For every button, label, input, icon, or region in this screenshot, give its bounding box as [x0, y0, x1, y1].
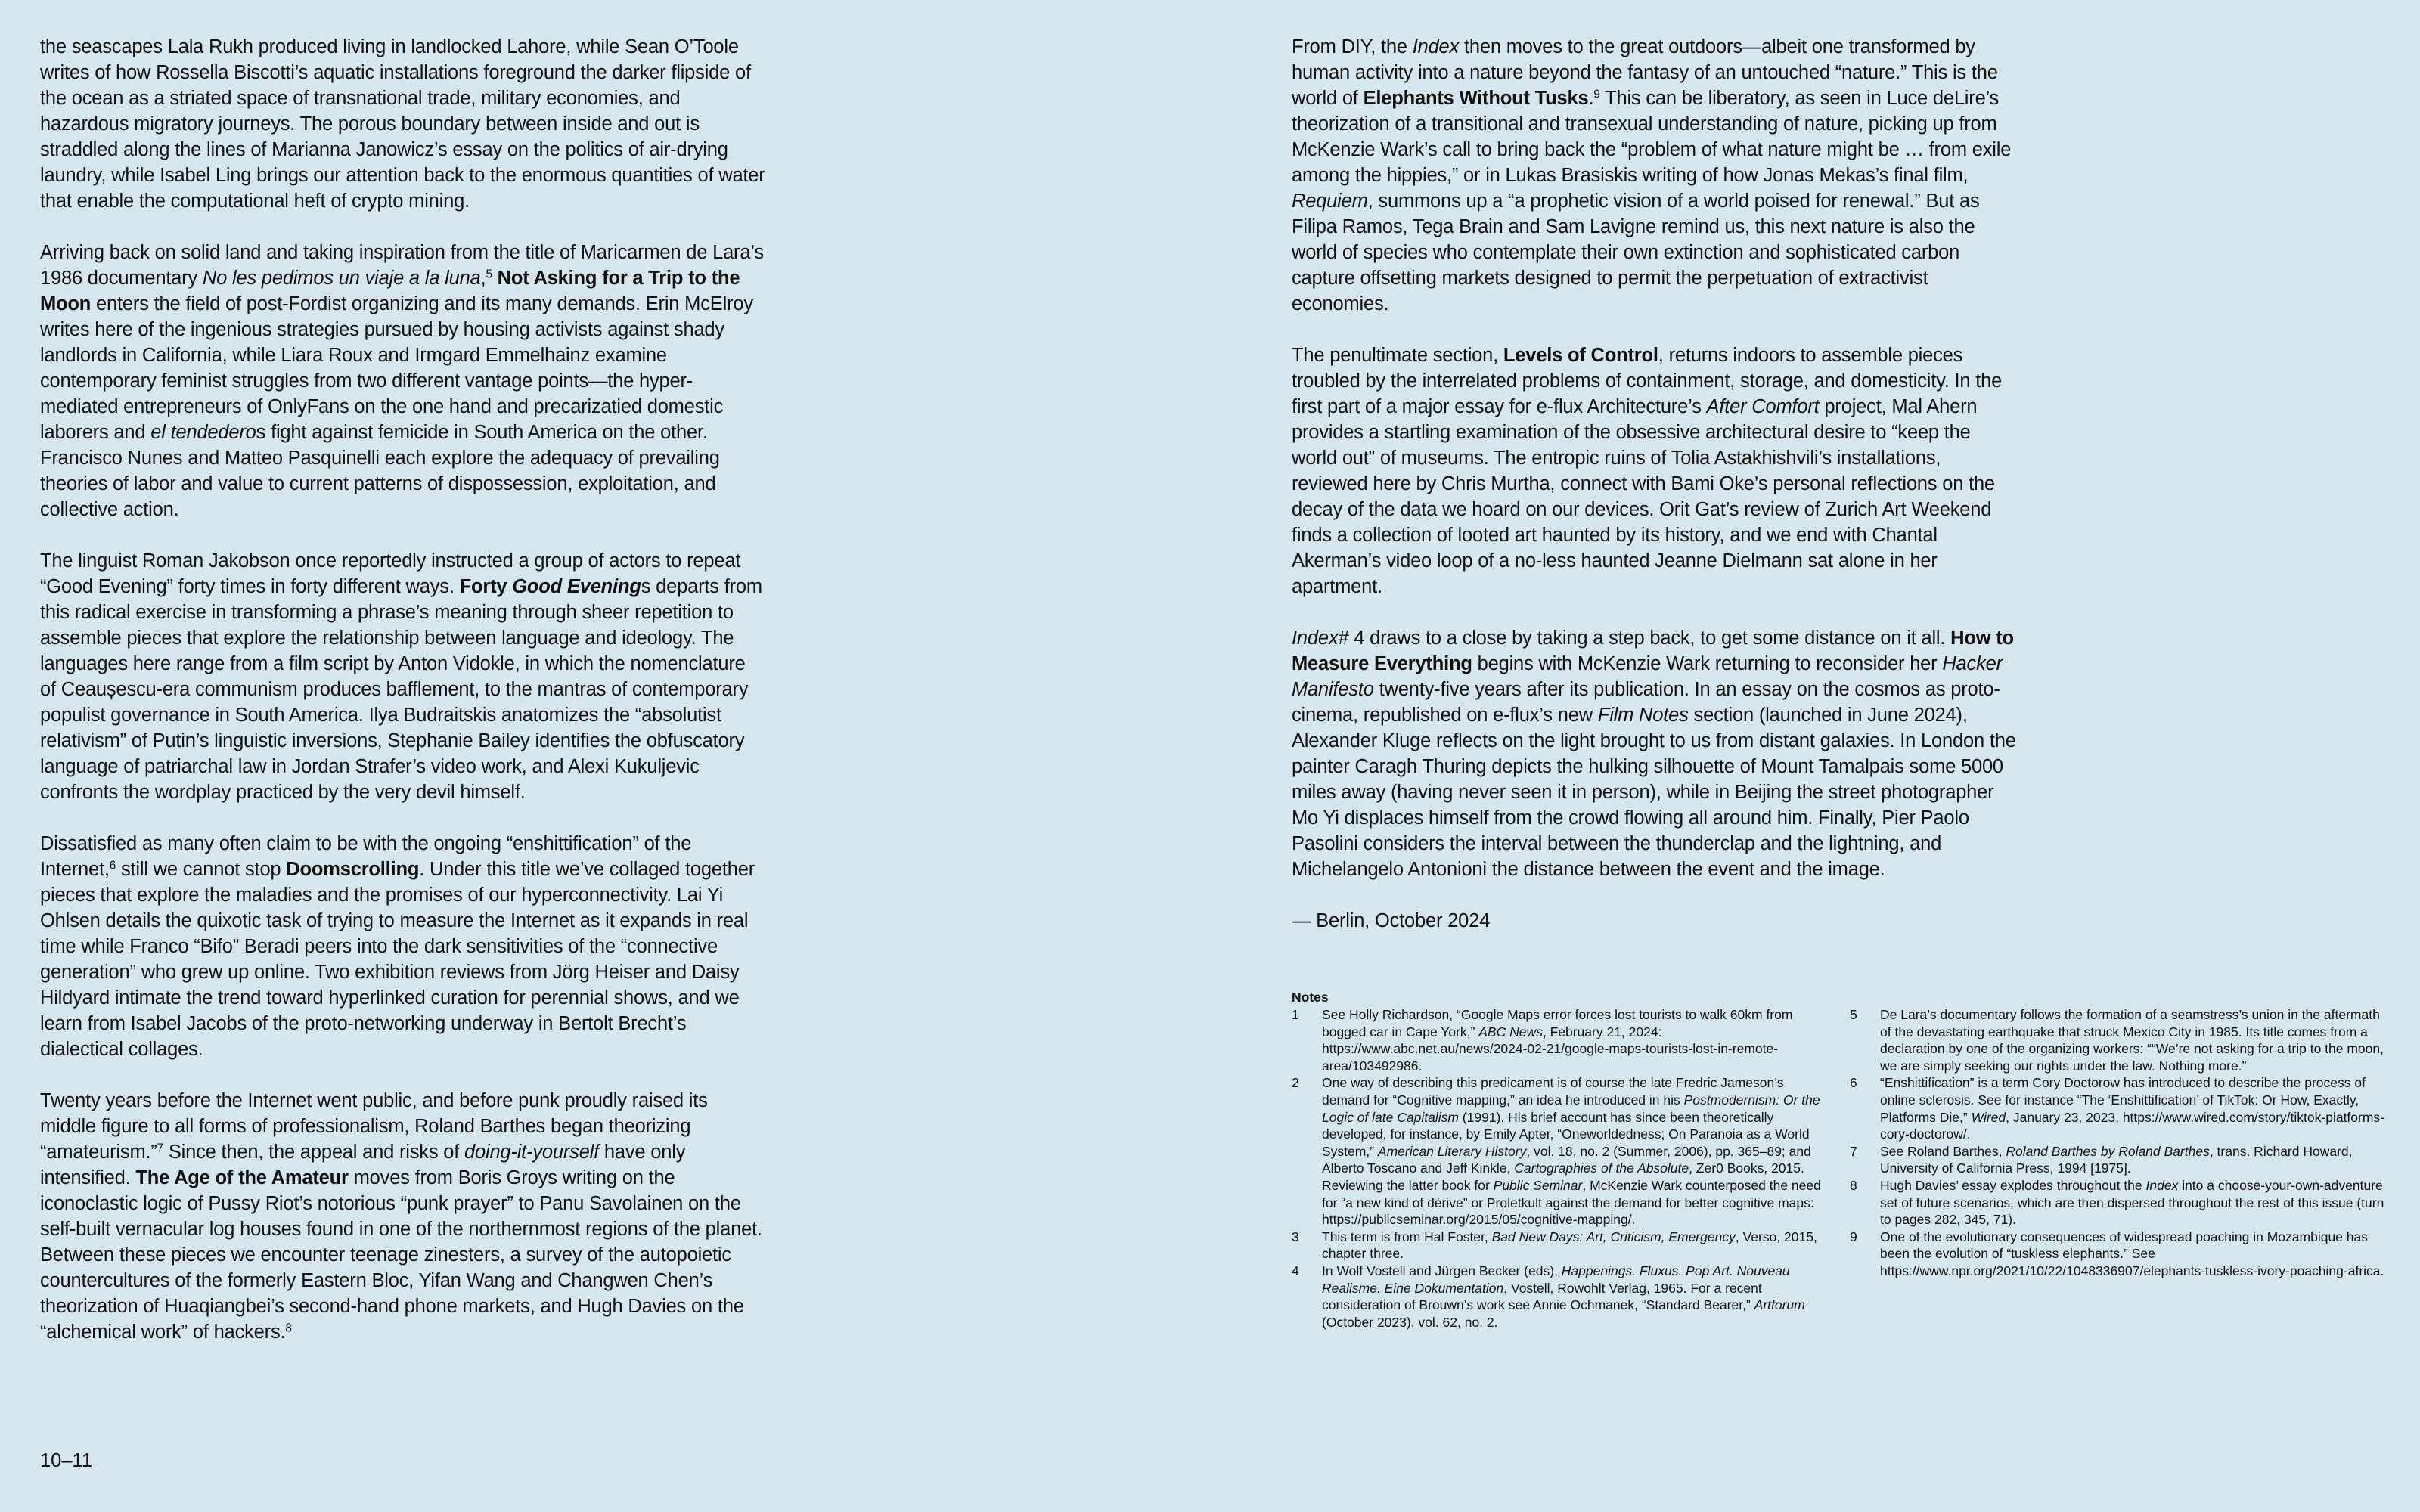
text-run: .	[1588, 88, 1594, 109]
text-run: The linguist Roman Jakobson once reportedly instructed a group of actors to repeat “Good Evening” forty times in forty different ways.	[40, 550, 741, 597]
footnote-text	[1880, 1074, 2390, 1142]
text-run: After Comfort	[1706, 396, 1820, 417]
footnote-item	[1292, 1228, 1821, 1263]
text-run: Elephants Without Tusks	[1363, 88, 1589, 109]
paragraph-p9	[1292, 908, 2018, 934]
text-run: Postmodernism: Or the Logic of late Capitalism	[1322, 1092, 1820, 1125]
footnote-item	[1850, 1177, 2390, 1228]
text-run: Wired	[1971, 1109, 2006, 1125]
text-run: s fight against femicide in South America on the other. Francisco Nunes and Matteo Pasquinelli each explore the adequacy of prevailing theories of labor and value to current patterns of dispossession, exploitation, and collective action.	[40, 422, 720, 520]
paragraph-p4	[40, 831, 766, 1062]
footnote-item	[1292, 1074, 1821, 1228]
text-run: Roland Barthes by Roland Barthes	[2006, 1143, 2210, 1159]
text-run: See Roland Barthes,	[1880, 1143, 2006, 1159]
footnote-reference: 7	[157, 1142, 163, 1155]
footnote-item	[1850, 1074, 2390, 1142]
text-run: From DIY, the	[1292, 36, 1413, 57]
text-run: In Wolf Vostell and Jürgen Becker (eds),	[1322, 1263, 1562, 1278]
footnote-item	[1850, 1143, 2390, 1177]
footnote-reference: 6	[109, 859, 116, 872]
text-run: Twenty years before the Internet went public, and before punk proudly raised its middle figure to all forms of professionalism, Roland Barthes began theorizing “amateurism.”	[40, 1090, 708, 1163]
paragraph-p7	[1292, 342, 2018, 600]
text-run: Happenings. Fluxus. Pop Art. Nouveau Realisme. Eine Dokumentation	[1322, 1263, 1790, 1296]
text-run: Dissatisfied as many often claim to be with the ongoing “enshittification” of the Internet,	[40, 833, 692, 880]
text-run: doing-it-yourself	[464, 1142, 600, 1163]
text-run: Since then, the appeal and risks of	[163, 1142, 465, 1163]
text-run: Doomscrolling	[286, 859, 420, 880]
footnote-reference: 5	[486, 268, 492, 281]
paragraph-p5	[40, 1088, 766, 1345]
right-text-column	[1292, 34, 2018, 959]
text-run: into a choose-your-own-adventure set of future scenarios, which are then dispersed throughout the rest of this issue (turn to pages 282, 345, 71).	[1880, 1177, 2384, 1228]
text-run: , returns indoors to assemble pieces troubled by the interrelated problems of containment, storage, and domesticity. In the first part of a major essay for e-flux Architecture’s	[1292, 345, 2003, 417]
text-run: Cartographies of the Absolute	[1514, 1160, 1689, 1176]
footnote-text	[1880, 1177, 2390, 1228]
text-run: then moves to the great outdoors—albeit one transformed by human activity into a nature beyond the fantasy of an untouched “nature.” This is the world of	[1292, 36, 1998, 109]
text-run: have only intensified.	[40, 1142, 686, 1188]
footnote-item	[1292, 1006, 1821, 1074]
footnote-text	[1322, 1074, 1821, 1228]
footnote-text	[1322, 1006, 1821, 1074]
text-run: Bad New Days: Art, Criticism, Emergency	[1491, 1228, 1736, 1244]
notes-section	[1292, 989, 2388, 1330]
text-run: 4 draws to a close by taking a step back, to get some distance on it all.	[1348, 627, 1951, 649]
text-run: Not Asking for a Trip to the Moon	[40, 268, 740, 314]
footnote-number: 1	[1292, 1007, 1299, 1022]
text-run: One way of describing this predicament is of course the late Fredric Jameson’s demand for “Cognitive mapping,” an idea he introduced in his	[1322, 1075, 1784, 1108]
text-run: Index#	[1292, 627, 1349, 649]
text-run: enters the field of post-Fordist organizing and its many demands. Erin McElroy writes here of the ingenious strategies pursued by housing activists against shady landlords in California, while Liara Roux and Irmgard Emmelhainz examine contemporary feminist struggles from two different vantage points—the hyper-mediated entrepreneurs of OnlyFans on the one hand and precarizatied domestic laborers and	[40, 293, 753, 443]
text-run: Good Evening	[512, 576, 641, 597]
text-run: Hacker Manifesto	[1292, 653, 2003, 700]
footnote-reference: 8	[285, 1321, 292, 1335]
text-run: Film Notes	[1597, 705, 1689, 726]
text-run: , vol. 18, no. 2 (Summer, 2006), pp. 365–89; and Alberto Toscano and Jeff Kinkle,	[1322, 1143, 1811, 1176]
text-run: Arriving back on solid land and taking inspiration from the title of Maricarmen de Lara’s 1986 documentary	[40, 242, 764, 289]
text-run: , Vostell, Rowohlt Verlag, 1965. For a recent consideration of Brouwn’s work see Annie Ochmanek, “Standard Bearer,”	[1322, 1280, 1762, 1313]
text-run: No les pedimos un viaje a la luna	[202, 268, 481, 289]
left-text-column	[40, 34, 766, 1371]
text-run: project, Mal Ahern provides a startling examination of the obsessive architectural desire to “keep the world out” of museums. The entropic ruins of Tolia Astakhishvili’s installations, reviewed here by Chris Murtha, connect with Bami Oke’s personal reflections on the decay of the data we hoard on our devices. Orit Gat’s review of Zurich Art Weekend finds a collection of looted art haunted by its history, and we end with Chantal Akerman’s video loop of a no-less haunted Jeanne Dielmann sat alone in her apartment.	[1292, 396, 1995, 597]
text-run: (1991). His brief account has since been theoretically developed, for instance, by Emily Apter, “Oneworldedness; On Paranoia as a World System,”	[1322, 1109, 1810, 1159]
text-run: Forty	[459, 576, 513, 597]
text-run: still we cannot stop	[116, 859, 287, 880]
text-run: , summons up a “a prophetic vision of a world poised for renewal.” But as Filipa Ramos, Tega Brain and Sam Lavigne remind us, this next nature is also the world of species who contemplate their own extinction and sophisticated carbon capture offsetting markets designed to permit the perpetuation of extractivist economies.	[1292, 191, 1980, 314]
notes-heading: Notes	[1292, 990, 1329, 1005]
footnote-number: 2	[1292, 1075, 1299, 1091]
text-run: One of the evolutionary consequences of widespread poaching in Mozambique has been the evolution of “tuskless elephants.” See https://www.npr.org/2021/10/22/1048336907/elephants-tuskless-ivory-poaching-africa.	[1880, 1228, 2384, 1278]
text-run: “Enshittification” is a term Cory Doctorow has introduced to describe the process of online sclerosis. See for instance “The ‘Enshittification’ of TikTok: Or How, Exactly, Platforms Die,”	[1880, 1075, 2366, 1125]
footnote-item	[1850, 1006, 2390, 1074]
paragraph-p2	[40, 240, 766, 522]
text-run: American Literary History	[1377, 1143, 1527, 1159]
text-run: — Berlin, October 2024	[1292, 910, 1491, 931]
text-run: ABC News	[1478, 1024, 1543, 1040]
text-run: , January 23, 2023, https://www.wired.com/story/tiktok-platforms-cory-doctorow/.	[1880, 1109, 2385, 1142]
text-run: the seascapes Lala Rukh produced living in landlocked Lahore, while Sean O’Toole writes of how Rossella Biscotti’s aquatic installations foreground the darker flipside of the ocean as a striated space of transnational trade, military economies, and hazardous migratory journeys. The porous boundary between inside and out is straddled along the lines of Marianna Janowicz’s essay on the politics of air-drying laundry, while Isabel Ling brings our attention back to the enormous quantities of water that enable the computational heft of crypto mining.	[40, 36, 765, 212]
text-run: ,	[480, 268, 486, 289]
text-run: , trans. Richard Howard, University of California Press, 1994 [1975].	[1880, 1143, 2353, 1176]
text-run: Requiem	[1292, 191, 1368, 212]
footnote-number: 6	[1850, 1075, 1857, 1091]
footnote-reference: 9	[1593, 88, 1600, 101]
text-run: , Verso, 2015, chapter three.	[1322, 1228, 1817, 1262]
footnote-item	[1292, 1263, 1821, 1331]
footnote-number: 4	[1292, 1263, 1299, 1278]
text-run: Artforum	[1754, 1297, 1805, 1313]
footnote-number: 5	[1850, 1007, 1857, 1022]
text-run: (October 2023), vol. 62, no. 2.	[1322, 1314, 1498, 1330]
text-run: . Under this title we’ve collaged together pieces that explore the maladies and the promises of our hyperconnectivity. Lai Yi Ohlsen details the quixotic task of trying to measure the Internet as it expands in real time while Franco “Bifo” Beradi peers into the dark sensitivities of the “connective generation” who grew up online. Two exhibition reviews from Jörg Heiser and Daisy Hildyard intimate the trend toward hyperlinked curation for perennial shows, and we learn from Isabel Jacobs of the proto-networking underway in Bertolt Brecht’s dialectical collages.	[40, 859, 755, 1060]
notes-column-2	[1850, 1006, 2390, 1280]
footnote-text	[1322, 1228, 1821, 1263]
paragraph-p6	[1292, 34, 2018, 317]
text-run: moves from Boris Groys writing on the iconoclastic logic of Pussy Riot’s notorious “punk prayer” to Panu Savolainen on the self-built vernacular log houses found in one of the northernmost regions of the planet. Between these pieces we encounter teenage zinesters, a survey of the autopoietic countercultures of the formerly Eastern Bloc, Yifan Wang and Changwen Chen’s theorization of Huaqiangbei’s second-hand phone markets, and Hugh Davies on the “alchemical work” of hackers.	[40, 1167, 762, 1343]
text-run: , McKenzie Wark counterposed the need for “a new kind of dérive” or Proletkult against the demand for better cognitive maps: https://publicseminar.org/2015/05/cognitive-mapping/.	[1322, 1177, 1821, 1228]
paragraph-p3	[40, 548, 766, 805]
footnote-text	[1880, 1006, 2390, 1074]
text-run: s departs from this radical exercise in transforming a phrase’s meaning through sheer repetition to assemble pieces that explore the relationship between language and ideology. The languages here range from a film script by Anton Vidokle, in which the nomenclature of Ceaușescu-era communism produces bafflement, to the mantras of contemporary populist governance in South America. Ilya Budraitskis anatomizes the “absolutist relativism” of Putin’s linguistic inversions, Stephanie Bailey identifies the obfuscatory language of patriarchal law in Jordan Strafer’s video work, and Alexi Kukuljevic confronts the wordplay practiced by the very devil himself.	[40, 576, 762, 803]
text-run: Public Seminar	[1493, 1177, 1583, 1193]
text-run: Levels of Control	[1503, 345, 1658, 366]
text-run: twenty-five years after its publication. In an essay on the cosmos as proto-cinema, republished on e-flux’s new	[1292, 679, 2000, 726]
text-run: See Holly Richardson, “Google Maps error forces lost tourists to walk 60km from bogged car in Cape York,”	[1322, 1007, 1793, 1040]
text-run: el tendedero	[150, 422, 256, 443]
text-run: This can be liberatory, as seen in Luce deLire’s theorization of a transitional and transexual understanding of nature, picking up from McKenzie Wark’s call to bring back the “problem of what nature might be … from exile among the hippies,” or in Lukas Brasiskis writing of how Jonas Mekas’s final film,	[1292, 88, 2012, 186]
footnote-number: 7	[1850, 1143, 1857, 1159]
footnote-number: 3	[1292, 1228, 1299, 1244]
text-run: The Age of the Amateur	[135, 1167, 349, 1188]
text-run: This term is from Hal Foster,	[1322, 1228, 1492, 1244]
text-run: Hugh Davies’ essay explodes throughout the	[1880, 1177, 2146, 1193]
footnote-text	[1322, 1263, 1821, 1331]
text-run: Index	[2145, 1177, 2179, 1193]
text-run: How to Measure Everything	[1292, 627, 2014, 674]
page-number: 10–11	[40, 1450, 93, 1471]
footnote-number: 9	[1850, 1228, 1857, 1244]
notes-column-1	[1292, 1006, 1821, 1331]
text-run: Index	[1412, 36, 1460, 57]
paragraph-p1	[40, 34, 766, 214]
text-run: , Zer0 Books, 2015. Reviewing the latter book for	[1322, 1160, 1804, 1193]
text-run: begins with McKenzie Wark returning to reconsider her	[1472, 653, 1943, 674]
footnote-item	[1850, 1228, 2390, 1280]
paragraph-p8	[1292, 625, 2018, 882]
text-run: section (launched in June 2024), Alexander Kluge reflects on the light brought to us from distant galaxies. In London the painter Caragh Thuring depicts the hulking silhouette of Mount Tamalpais some 5000 miles away (having never seen it in person), while in Beijing the street photographer Mo Yi displaces himself from the crowd flowing all around him. Finally, Pier Paolo Pasolini considers the interval between the thunderclap and the lightning, and Michelangelo Antonioni the distance between the event and the image.	[1292, 705, 2016, 880]
text-run: The penultimate section,	[1292, 345, 1503, 366]
text-run: De Lara’s documentary follows the formation of a seamstress’s union in the aftermath of the devastating earthquake that struck Mexico City in 1985. Its title comes from a declaration by one of the organizing workers: ““We’re not asking for a trip to the moon, we are simply seeking our rights under the law. Nothing more.”	[1880, 1007, 2384, 1074]
text-run: , February 21, 2024: https://www.abc.net.au/news/2024-02-21/google-maps-tourists-lost-in-remote-area/103492986.	[1322, 1024, 1779, 1074]
footnote-number: 8	[1850, 1177, 1857, 1193]
footnote-text	[1880, 1143, 2390, 1177]
footnote-text	[1880, 1228, 2390, 1280]
